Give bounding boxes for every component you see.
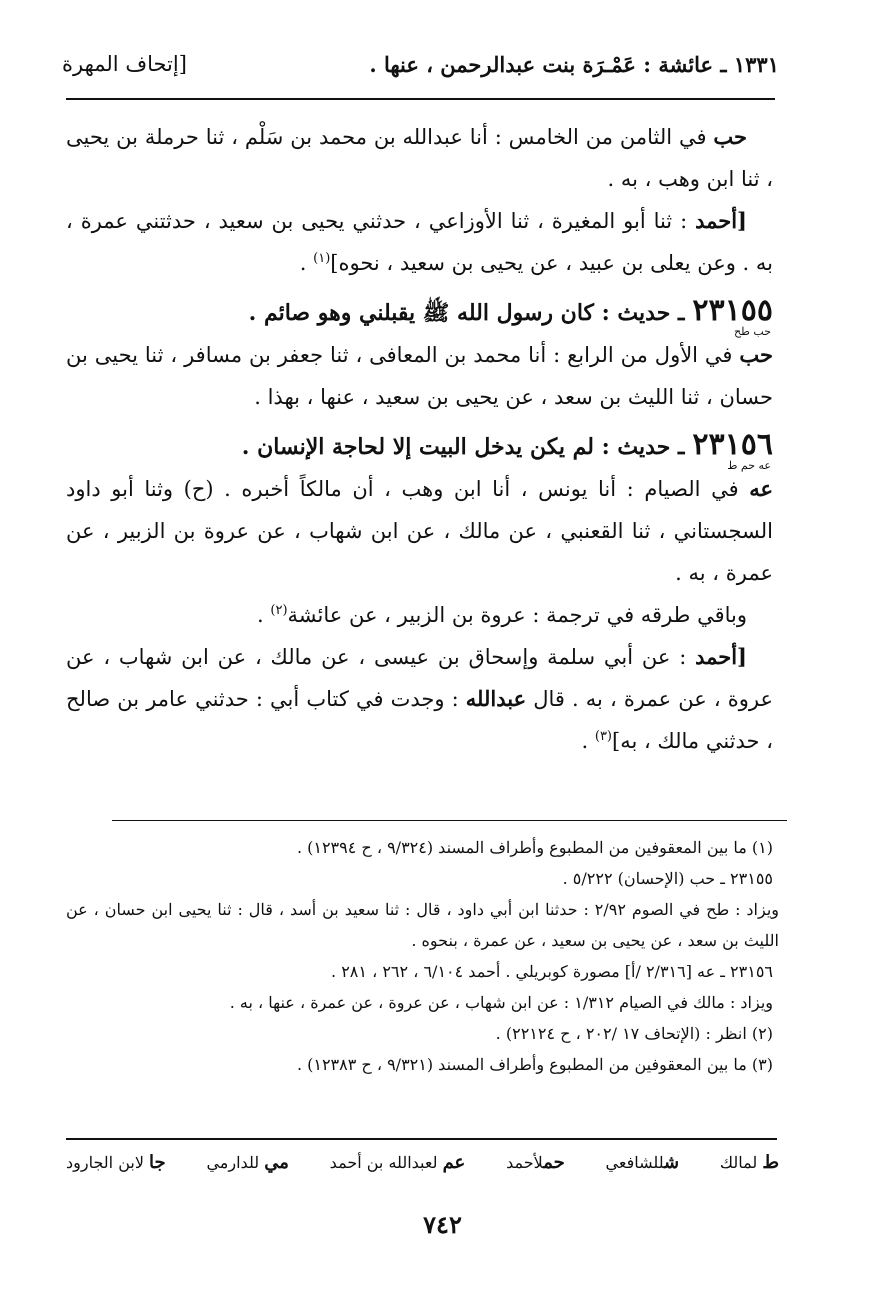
siglum: [أحمد [695, 208, 747, 233]
hadith-sigla: حب طح [734, 325, 771, 338]
paragraph-5: وباقي طرقه في ترجمة : عروة بن الزبير ، عن عائشة$^{(٢)}$ . [257, 603, 747, 627]
hadith-number: ٢٣١٥٦ [692, 427, 773, 462]
footnotes [66, 832, 779, 1080]
running-header [62, 44, 779, 84]
abbreviation-item: عم لعبدالله بن أحمد [329, 1152, 466, 1173]
siglum: حب [739, 342, 773, 367]
abbreviation-divider [66, 1138, 777, 1140]
header-book-title: [إتحاف المهرة [62, 52, 187, 76]
hadith-sigla: عه حم ط [727, 459, 771, 472]
siglum: حب [713, 124, 747, 149]
footnote: ٢٣١٥٥ ـ حب (الإحسان) ٥/٢٢٢ . [562, 869, 773, 888]
footnote: (٢) انظر : (الإتحاف ١٧ /٢٠٢ ، ح ٢٢١٢٤) . [495, 1024, 773, 1043]
footnote: ويزاد : مالك في الصيام ١/٣١٢ : عن ابن شهاب ، عن عروة ، عن عمرة ، عنها ، به . [229, 993, 773, 1012]
footnote-ref[interactable]: (٣) [594, 729, 612, 744]
page-number: ٧٤٢ [423, 1210, 462, 1239]
hadith-title: ـ حديث : كان رسول الله ﷺ يقبلني وهو صائم . [248, 300, 685, 326]
abbreviation-item: جا لابن الجارود [66, 1152, 166, 1173]
abbreviation-item: مي للدارمي [206, 1152, 289, 1173]
header-chapter-title: ١٣٣١ ـ عائشة : عَمْـرَة بنت عبدالرحمن ، عنها . [369, 51, 779, 77]
paragraph-4: عه في الصيام : أنا يونس ، أنا ابن وهب ، أن مالكاً أخبره . (ح) وثنا أبو داود السجستاني ، ثنا القعنبي ، عن مالك ، عن ابن شهاب ، عن عروة بن الزبير ، عن عمرة ، به . [66, 476, 773, 585]
paragraph-1: حب في الثامن من الخامس : أنا عبدالله بن محمد بن سَلْم ، ثنا حرملة بن يحيى ، ثنا ابن وهب ، به . [66, 124, 773, 191]
paragraph-2: [أحمد : ثنا أبو المغيرة ، ثنا الأوزاعي ، حدثني يحيى بن سعيد ، حدثتني عمرة ، به . وعن يعلى بن عبيد ، عن يحيى بن سعيد ، نحوه]$^{(١)}$ . [66, 208, 773, 275]
abbreviation-key [66, 1152, 779, 1173]
header-divider [66, 98, 775, 100]
footnote-divider [112, 820, 787, 821]
hadith-title: ـ حديث : لم يكن يدخل البيت إلا لحاجة الإنسان . [241, 434, 685, 460]
footnote: ويزاد : طح في الصوم ٢/٩٢ : حدثنا ابن أبي داود ، قال : ثنا سعيد بن أسد ، قال : ثنا يحيى ابن حسان ، عن الليث بن سعد ، عن يحيى بن سعيد ، عن عمرة ، بنحوه . [66, 900, 780, 950]
footnote: ٢٣١٥٦ ـ عه [٢/٣١٦ /أ] مصورة كوبريلي . أحمد ٦/١٠٤ ، ٢٦٢ ، ٢٨١ . [331, 962, 773, 981]
footnote: (٣) ما بين المعقوفين من المطبوع وأطراف المسند (٩/٣٢١ ، ح ١٢٣٨٣) . [296, 1055, 773, 1074]
abbreviation-item: شللشافعي [605, 1152, 680, 1173]
footnote-ref[interactable]: (٢) [270, 603, 288, 618]
abbreviation-item: حملأحمد [506, 1152, 565, 1173]
siglum: [أحمد [695, 644, 747, 669]
hadith-number: ٢٣١٥٥ [692, 293, 773, 328]
paragraph-3: حب في الأول من الرابع : أنا محمد بن المعافى ، ثنا جعفر بن مسافر ، ثنا يحيى بن حسان ، ثنا الليث بن سعد ، عن يحيى بن سعيد ، عنها ، بهذا . [66, 342, 773, 409]
abbreviation-item: ط لمالك [719, 1152, 779, 1173]
footnote: (١) ما بين المعقوفين من المطبوع وأطراف المسند (٩/٣٢٤ ، ح ١٢٣٩٤) . [296, 838, 773, 857]
siglum: عه [749, 476, 773, 501]
main-text [66, 116, 773, 762]
paragraph-6: [أحمد : عن أبي سلمة وإسحاق بن عيسى ، عن مالك ، عن ابن شهاب ، عن عروة ، عن عمرة ، به . قال عبدالله : وجدت في كتاب أبي : حدثني عامر بن صالح ، حدثني مالك ، به]$^{(٣)}$ . [66, 644, 774, 753]
footnote-ref[interactable]: (١) [313, 251, 331, 266]
